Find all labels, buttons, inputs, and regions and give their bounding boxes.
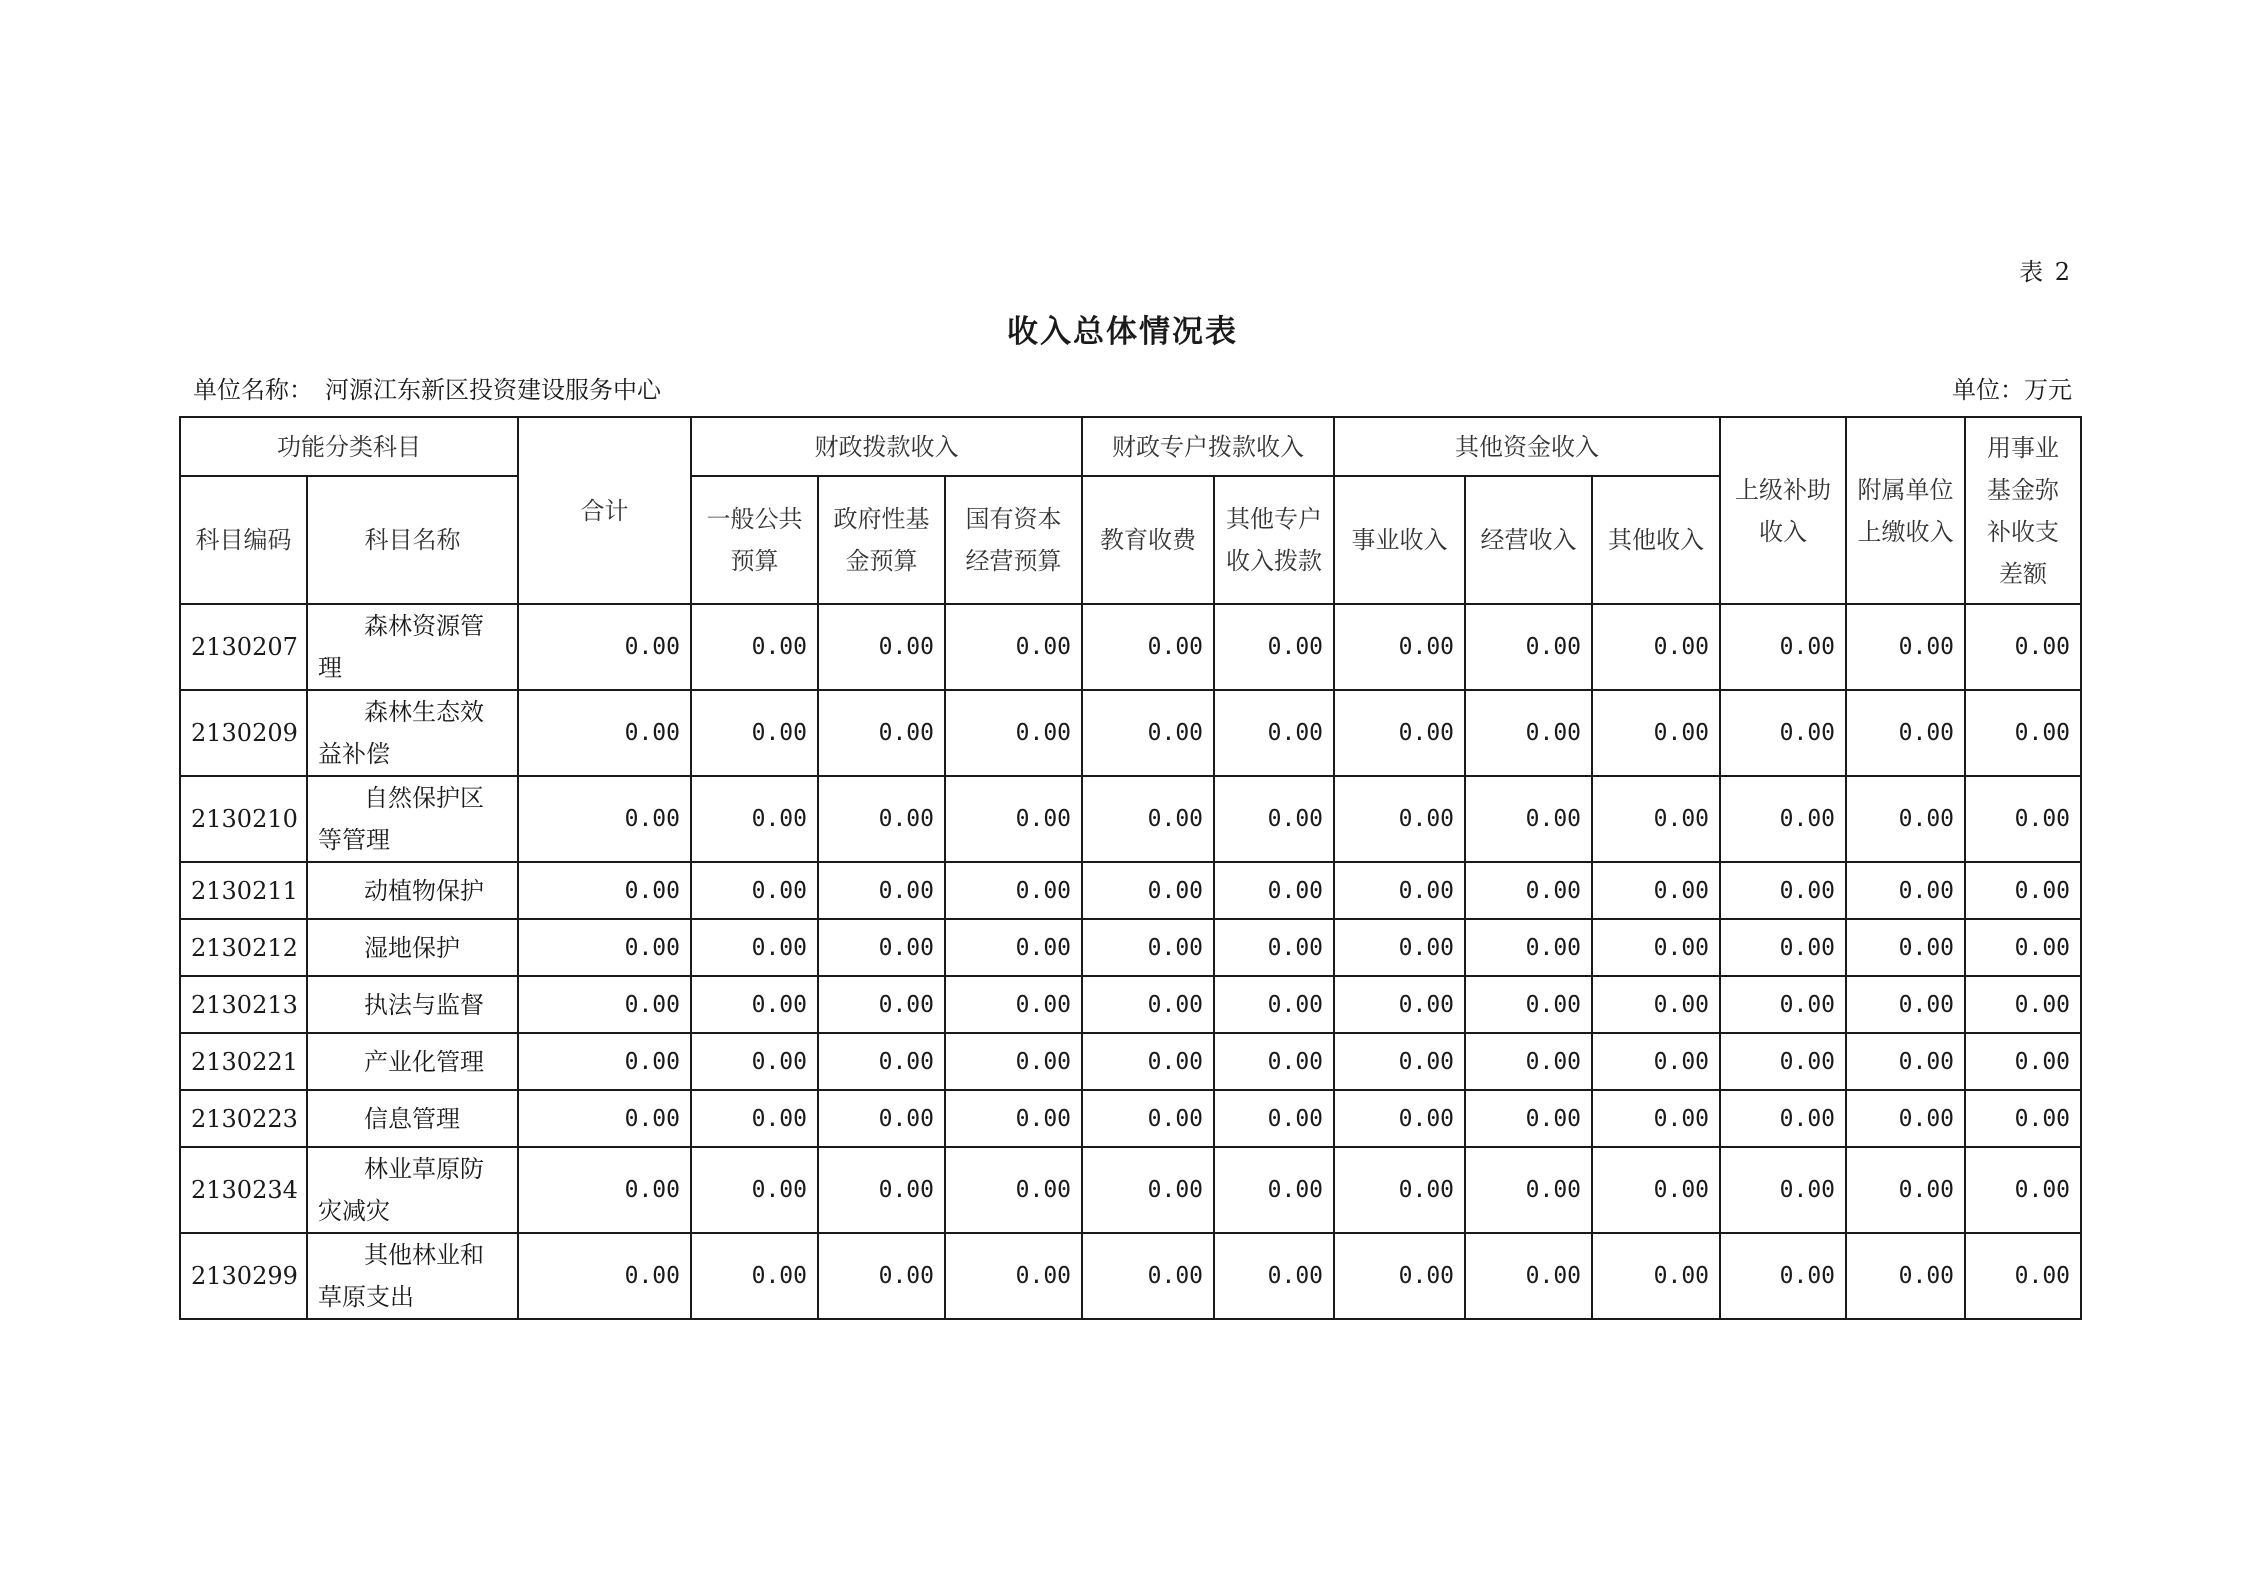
amount-cell: 0.00 bbox=[1720, 862, 1846, 919]
amount-cell: 0.00 bbox=[518, 1147, 691, 1233]
amount-cell: 0.00 bbox=[518, 919, 691, 976]
amount-cell: 0.00 bbox=[1592, 1147, 1720, 1233]
amount-cell: 0.00 bbox=[691, 776, 818, 862]
amount-cell: 0.00 bbox=[1214, 1147, 1334, 1233]
amount-cell: 0.00 bbox=[1592, 1033, 1720, 1090]
amount-cell: 0.00 bbox=[1465, 1033, 1592, 1090]
amount-cell: 0.00 bbox=[518, 1090, 691, 1147]
amount-cell: 0.00 bbox=[1846, 1233, 1965, 1319]
table-row bbox=[180, 690, 2081, 776]
subject-name bbox=[307, 690, 518, 776]
operating-income-header: 经营收入 bbox=[1465, 476, 1592, 604]
amount-cell: 0.00 bbox=[1334, 1090, 1465, 1147]
subject-code: 2130207 bbox=[180, 604, 307, 690]
amount-cell: 0.00 bbox=[1592, 1233, 1720, 1319]
org-name: 河源江东新区投资建设服务中心 bbox=[325, 376, 661, 404]
table-row bbox=[180, 919, 2081, 976]
amount-cell: 0.00 bbox=[945, 1090, 1082, 1147]
amount-cell: 0.00 bbox=[1082, 1233, 1214, 1319]
table-row bbox=[180, 1233, 2081, 1319]
subject-code: 2130212 bbox=[180, 919, 307, 976]
amount-cell: 0.00 bbox=[1592, 919, 1720, 976]
amount-cell: 0.00 bbox=[1214, 976, 1334, 1033]
amount-cell: 0.00 bbox=[1465, 976, 1592, 1033]
amount-cell: 0.00 bbox=[691, 976, 818, 1033]
org-label: 单位名称： bbox=[193, 376, 313, 404]
subject-name-text: 林业草原防灾减灾 bbox=[318, 1155, 484, 1225]
amount-cell: 0.00 bbox=[1334, 1233, 1465, 1319]
amount-cell: 0.00 bbox=[691, 919, 818, 976]
amount-cell: 0.00 bbox=[1965, 1033, 2081, 1090]
amount-cell: 0.00 bbox=[1592, 776, 1720, 862]
amount-cell: 0.00 bbox=[1214, 604, 1334, 690]
gov-fund-header: 政府性基金预算 bbox=[818, 476, 945, 604]
subject-name bbox=[307, 776, 518, 862]
amount-cell: 0.00 bbox=[1465, 1147, 1592, 1233]
amount-cell: 0.00 bbox=[818, 776, 945, 862]
subject-name-text: 其他林业和草原支出 bbox=[318, 1241, 484, 1311]
subject-name bbox=[307, 1147, 518, 1233]
superior-subsidy-header: 上级补助收入 bbox=[1720, 417, 1846, 604]
amount-cell: 0.00 bbox=[518, 690, 691, 776]
amount-cell: 0.00 bbox=[1465, 862, 1592, 919]
amount-cell: 0.00 bbox=[818, 862, 945, 919]
amount-cell: 0.00 bbox=[945, 919, 1082, 976]
amount-cell: 0.00 bbox=[1465, 604, 1592, 690]
fund-balance-header: 用事业基金弥补收支差额 bbox=[1965, 417, 2081, 604]
affiliated-payment-header: 附属单位上缴收入 bbox=[1846, 417, 1965, 604]
table-row bbox=[180, 976, 2081, 1033]
page-title: 收入总体情况表 bbox=[1007, 314, 1238, 350]
amount-cell: 0.00 bbox=[1965, 862, 2081, 919]
subject-name bbox=[307, 604, 518, 690]
amount-cell: 0.00 bbox=[1720, 1090, 1846, 1147]
code-header: 科目编码 bbox=[180, 476, 307, 604]
amount-cell: 0.00 bbox=[1720, 1147, 1846, 1233]
amount-cell: 0.00 bbox=[818, 1033, 945, 1090]
subject-name-text: 执法与监督 bbox=[364, 990, 484, 1019]
amount-cell: 0.00 bbox=[1214, 690, 1334, 776]
amount-cell: 0.00 bbox=[1082, 604, 1214, 690]
amount-cell: 0.00 bbox=[818, 1090, 945, 1147]
amount-cell: 0.00 bbox=[1720, 1033, 1846, 1090]
amount-cell: 0.00 bbox=[691, 1033, 818, 1090]
subject-code: 2130299 bbox=[180, 1233, 307, 1319]
amount-cell: 0.00 bbox=[1214, 1233, 1334, 1319]
subject-code: 2130210 bbox=[180, 776, 307, 862]
amount-cell: 0.00 bbox=[1082, 1033, 1214, 1090]
amount-cell: 0.00 bbox=[1082, 690, 1214, 776]
amount-cell: 0.00 bbox=[1846, 1147, 1965, 1233]
other-group-header: 其他资金收入 bbox=[1334, 417, 1720, 476]
amount-cell: 0.00 bbox=[1082, 919, 1214, 976]
amount-cell: 0.00 bbox=[1214, 1033, 1334, 1090]
amount-cell: 0.00 bbox=[1334, 976, 1465, 1033]
amount-cell: 0.00 bbox=[945, 976, 1082, 1033]
amount-cell: 0.00 bbox=[1214, 1090, 1334, 1147]
amount-cell: 0.00 bbox=[1846, 604, 1965, 690]
amount-cell: 0.00 bbox=[691, 604, 818, 690]
subject-name bbox=[307, 1090, 518, 1147]
amount-cell: 0.00 bbox=[1720, 1233, 1846, 1319]
amount-cell: 0.00 bbox=[945, 1033, 1082, 1090]
subject-name bbox=[307, 919, 518, 976]
money-unit: 单位：万元 bbox=[1952, 376, 2072, 404]
state-capital-header: 国有资本经营预算 bbox=[945, 476, 1082, 604]
fiscal-group-header: 财政拨款收入 bbox=[691, 417, 1082, 476]
other-special-header: 其他专户收入拨款 bbox=[1214, 476, 1334, 604]
amount-cell: 0.00 bbox=[691, 1233, 818, 1319]
amount-cell: 0.00 bbox=[818, 690, 945, 776]
amount-cell: 0.00 bbox=[1720, 776, 1846, 862]
subject-name bbox=[307, 862, 518, 919]
total-header: 合计 bbox=[518, 417, 691, 604]
amount-cell: 0.00 bbox=[518, 1033, 691, 1090]
table-row bbox=[180, 1147, 2081, 1233]
amount-cell: 0.00 bbox=[1334, 919, 1465, 976]
amount-cell: 0.00 bbox=[1465, 1233, 1592, 1319]
amount-cell: 0.00 bbox=[1965, 1147, 2081, 1233]
subject-name-text: 自然保护区等管理 bbox=[318, 784, 484, 854]
table-row bbox=[180, 1033, 2081, 1090]
amount-cell: 0.00 bbox=[1846, 690, 1965, 776]
amount-cell: 0.00 bbox=[691, 690, 818, 776]
amount-cell: 0.00 bbox=[1082, 976, 1214, 1033]
amount-cell: 0.00 bbox=[1082, 776, 1214, 862]
special-group-header: 财政专户拨款收入 bbox=[1082, 417, 1334, 476]
subject-code: 2130211 bbox=[180, 862, 307, 919]
amount-cell: 0.00 bbox=[518, 1233, 691, 1319]
subject-name bbox=[307, 1233, 518, 1319]
subject-code: 2130221 bbox=[180, 1033, 307, 1090]
subject-code: 2130213 bbox=[180, 976, 307, 1033]
edu-fee-header: 教育收费 bbox=[1082, 476, 1214, 604]
amount-cell: 0.00 bbox=[945, 1147, 1082, 1233]
table-row bbox=[180, 862, 2081, 919]
table-row bbox=[180, 604, 2081, 690]
amount-cell: 0.00 bbox=[1846, 862, 1965, 919]
subject-name bbox=[307, 1033, 518, 1090]
amount-cell: 0.00 bbox=[1465, 1090, 1592, 1147]
amount-cell: 0.00 bbox=[1965, 1233, 2081, 1319]
amount-cell: 0.00 bbox=[518, 862, 691, 919]
subject-name-text: 动植物保护 bbox=[364, 876, 484, 905]
amount-cell: 0.00 bbox=[1592, 604, 1720, 690]
table-row bbox=[180, 1090, 2081, 1147]
function-group-header: 功能分类科目 bbox=[180, 417, 518, 476]
table-row bbox=[180, 776, 2081, 862]
amount-cell: 0.00 bbox=[1334, 776, 1465, 862]
amount-cell: 0.00 bbox=[1334, 604, 1465, 690]
amount-cell: 0.00 bbox=[945, 1233, 1082, 1319]
amount-cell: 0.00 bbox=[691, 1147, 818, 1233]
amount-cell: 0.00 bbox=[1082, 1090, 1214, 1147]
amount-cell: 0.00 bbox=[1334, 1147, 1465, 1233]
name-header: 科目名称 bbox=[307, 476, 518, 604]
amount-cell: 0.00 bbox=[1592, 862, 1720, 919]
amount-cell: 0.00 bbox=[1846, 776, 1965, 862]
general-budget-header: 一般公共预算 bbox=[691, 476, 818, 604]
amount-cell: 0.00 bbox=[691, 862, 818, 919]
amount-cell: 0.00 bbox=[1592, 976, 1720, 1033]
amount-cell: 0.00 bbox=[1334, 690, 1465, 776]
amount-cell: 0.00 bbox=[945, 776, 1082, 862]
amount-cell: 0.00 bbox=[691, 1090, 818, 1147]
table-number: 表 2 bbox=[2019, 258, 2072, 286]
amount-cell: 0.00 bbox=[1720, 690, 1846, 776]
amount-cell: 0.00 bbox=[945, 690, 1082, 776]
business-income-header: 事业收入 bbox=[1334, 476, 1465, 604]
amount-cell: 0.00 bbox=[1846, 1090, 1965, 1147]
subject-name-text: 产业化管理 bbox=[364, 1047, 484, 1076]
amount-cell: 0.00 bbox=[1334, 862, 1465, 919]
amount-cell: 0.00 bbox=[1214, 862, 1334, 919]
amount-cell: 0.00 bbox=[1965, 976, 2081, 1033]
amount-cell: 0.00 bbox=[818, 976, 945, 1033]
income-summary-table bbox=[179, 416, 2082, 1320]
amount-cell: 0.00 bbox=[1846, 919, 1965, 976]
amount-cell: 0.00 bbox=[1465, 919, 1592, 976]
subject-name bbox=[307, 976, 518, 1033]
subject-code: 2130209 bbox=[180, 690, 307, 776]
amount-cell: 0.00 bbox=[818, 1233, 945, 1319]
amount-cell: 0.00 bbox=[1214, 919, 1334, 976]
subject-code: 2130223 bbox=[180, 1090, 307, 1147]
subject-name-text: 森林生态效益补偿 bbox=[318, 698, 484, 768]
amount-cell: 0.00 bbox=[945, 862, 1082, 919]
amount-cell: 0.00 bbox=[945, 604, 1082, 690]
amount-cell: 0.00 bbox=[1465, 690, 1592, 776]
amount-cell: 0.00 bbox=[1846, 976, 1965, 1033]
amount-cell: 0.00 bbox=[1592, 690, 1720, 776]
subject-name-text: 信息管理 bbox=[364, 1104, 460, 1133]
amount-cell: 0.00 bbox=[818, 604, 945, 690]
amount-cell: 0.00 bbox=[1965, 1090, 2081, 1147]
amount-cell: 0.00 bbox=[1592, 1090, 1720, 1147]
amount-cell: 0.00 bbox=[1965, 604, 2081, 690]
amount-cell: 0.00 bbox=[1334, 1033, 1465, 1090]
subject-code: 2130234 bbox=[180, 1147, 307, 1233]
other-income-header: 其他收入 bbox=[1592, 476, 1720, 604]
amount-cell: 0.00 bbox=[518, 604, 691, 690]
subject-name-text: 森林资源管理 bbox=[318, 612, 484, 682]
amount-cell: 0.00 bbox=[1846, 1033, 1965, 1090]
amount-cell: 0.00 bbox=[518, 976, 691, 1033]
amount-cell: 0.00 bbox=[1965, 919, 2081, 976]
amount-cell: 0.00 bbox=[1214, 776, 1334, 862]
amount-cell: 0.00 bbox=[518, 776, 691, 862]
amount-cell: 0.00 bbox=[1720, 976, 1846, 1033]
amount-cell: 0.00 bbox=[1082, 1147, 1214, 1233]
amount-cell: 0.00 bbox=[1965, 776, 2081, 862]
subject-name-text: 湿地保护 bbox=[364, 933, 460, 962]
amount-cell: 0.00 bbox=[1465, 776, 1592, 862]
amount-cell: 0.00 bbox=[1082, 862, 1214, 919]
amount-cell: 0.00 bbox=[1965, 690, 2081, 776]
amount-cell: 0.00 bbox=[818, 919, 945, 976]
amount-cell: 0.00 bbox=[1720, 604, 1846, 690]
amount-cell: 0.00 bbox=[1720, 919, 1846, 976]
amount-cell: 0.00 bbox=[818, 1147, 945, 1233]
